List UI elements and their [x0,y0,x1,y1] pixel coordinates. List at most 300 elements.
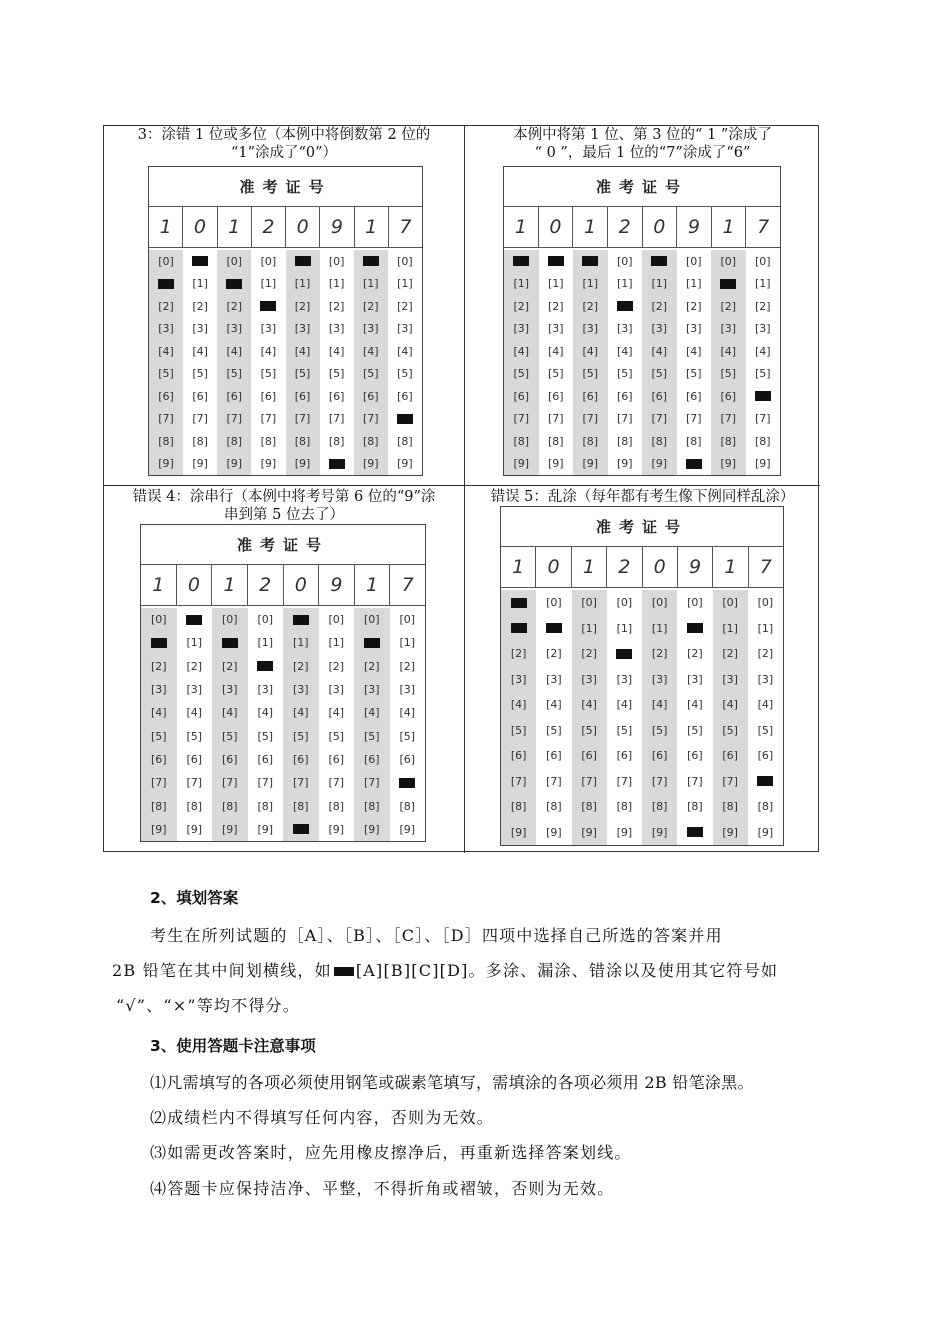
bubble-option[interactable]: [7] [722,774,738,788]
bubble-option[interactable]: [2] [192,299,208,313]
bubble-option[interactable]: [7] [328,776,345,790]
bubble-option[interactable]: [8] [722,800,738,814]
bubble-option[interactable]: [3] [150,683,167,697]
bubble-option[interactable]: [0] [257,613,274,627]
bubble-option[interactable]: [9] [221,822,238,836]
bubble-option[interactable]: [7] [616,412,633,426]
bubble-option[interactable]: [2] [294,299,311,313]
bubble-option[interactable]: [0] [150,613,167,627]
bubble-option[interactable]: [1] [757,621,774,635]
bubble-option[interactable]: [7] [186,776,203,790]
bubble-option[interactable]: [6] [363,752,380,766]
bubble-option[interactable]: [8] [757,800,774,814]
bubble-option[interactable]: [3] [757,672,774,686]
bubble-option[interactable]: [2] [513,299,530,313]
bubble-option[interactable]: [8] [651,800,668,814]
bubble-option[interactable]: [3] [616,672,633,686]
bubble-option[interactable]: [9] [399,822,416,836]
bubble-option[interactable]: [0] [397,254,413,268]
bubble-option[interactable]: [5] [754,367,771,381]
bubble-option[interactable]: [8] [363,434,379,448]
bubble-option[interactable]: [3] [192,322,208,336]
bubble-option[interactable]: [7] [546,774,562,788]
bubble-option[interactable]: [8] [399,799,416,813]
bubble-option[interactable]: [4] [582,344,599,358]
bubble-option[interactable]: [5] [685,367,702,381]
filled-bubble[interactable] [329,454,345,474]
bubble-option[interactable]: [3] [687,672,703,686]
bubble-option[interactable]: [3] [186,683,203,697]
bubble-option[interactable]: [7] [513,412,530,426]
bubble-option[interactable]: [8] [397,434,413,448]
bubble-option[interactable]: [3] [546,672,562,686]
bubble-option[interactable]: [5] [616,367,633,381]
filled-bubble[interactable] [192,251,208,271]
filled-bubble[interactable] [617,296,633,316]
bubble-option[interactable]: [6] [687,749,703,763]
bubble-option[interactable]: [7] [510,774,527,788]
bubble-option[interactable]: [5] [720,367,737,381]
bubble-option[interactable]: [2] [158,299,174,313]
bubble-option[interactable]: [5] [328,729,345,743]
bubble-option[interactable]: [2] [328,659,345,673]
bubble-option[interactable]: [7] [651,774,668,788]
bubble-option[interactable]: [4] [685,344,702,358]
bubble-option[interactable]: [4] [754,344,771,358]
bubble-option[interactable]: [5] [226,367,243,381]
bubble-option[interactable]: [9] [363,457,379,471]
bubble-option[interactable]: [0] [328,613,345,627]
bubble-option[interactable]: [9] [294,457,311,471]
bubble-option[interactable]: [3] [363,322,379,336]
bubble-option[interactable]: [0] [260,254,277,268]
filled-bubble[interactable] [293,819,309,839]
bubble-option[interactable]: [6] [150,752,167,766]
filled-bubble[interactable] [616,644,632,664]
bubble-option[interactable]: [3] [722,672,738,686]
bubble-option[interactable]: [8] [616,434,633,448]
bubble-option[interactable]: [4] [510,698,527,712]
bubble-option[interactable]: [3] [685,322,702,336]
bubble-option[interactable]: [6] [328,752,345,766]
bubble-option[interactable]: [0] [221,613,238,627]
bubble-option[interactable]: [9] [720,457,737,471]
bubble-option[interactable]: [1] [722,621,738,635]
bubble-option[interactable]: [6] [616,389,633,403]
bubble-option[interactable]: [7] [363,776,380,790]
bubble-option[interactable]: [5] [651,367,668,381]
bubble-option[interactable]: [9] [581,825,597,839]
bubble-option[interactable]: [1] [292,636,309,650]
bubble-option[interactable]: [6] [192,389,208,403]
bubble-option[interactable]: [4] [221,706,238,720]
bubble-option[interactable]: [3] [754,322,771,336]
bubble-option[interactable]: [5] [510,723,527,737]
bubble-option[interactable]: [2] [547,299,564,313]
bubble-option[interactable]: [9] [616,457,633,471]
bubble-option[interactable]: [6] [221,752,238,766]
bubble-option[interactable]: [6] [722,749,738,763]
bubble-option[interactable]: [9] [757,825,774,839]
bubble-option[interactable]: [9] [513,457,530,471]
bubble-option[interactable]: [4] [513,344,530,358]
bubble-option[interactable]: [4] [399,706,416,720]
bubble-option[interactable]: [8] [186,799,203,813]
bubble-option[interactable]: [5] [292,729,309,743]
bubble-option[interactable]: [4] [363,344,379,358]
bubble-option[interactable]: [1] [616,621,633,635]
bubble-option[interactable]: [5] [158,367,174,381]
bubble-option[interactable]: [0] [757,596,774,610]
bubble-option[interactable]: [5] [547,367,564,381]
bubble-option[interactable]: [5] [363,367,379,381]
bubble-option[interactable]: [8] [581,800,597,814]
bubble-option[interactable]: [5] [150,729,167,743]
bubble-option[interactable]: [1] [186,636,203,650]
bubble-option[interactable]: [1] [294,277,311,291]
bubble-option[interactable]: [5] [513,367,530,381]
bubble-option[interactable]: [2] [651,647,668,661]
bubble-option[interactable]: [3] [294,322,311,336]
bubble-option[interactable]: [2] [581,647,597,661]
bubble-option[interactable]: [1] [397,277,413,291]
bubble-option[interactable]: [3] [292,683,309,697]
bubble-option[interactable]: [1] [257,636,274,650]
bubble-option[interactable]: [4] [616,698,633,712]
bubble-option[interactable]: [9] [546,825,562,839]
bubble-option[interactable]: [2] [397,299,413,313]
bubble-option[interactable]: [9] [328,822,345,836]
bubble-option[interactable]: [3] [513,322,530,336]
bubble-option[interactable]: [7] [221,776,238,790]
filled-bubble[interactable] [257,656,273,676]
bubble-option[interactable]: [5] [257,729,274,743]
bubble-option[interactable]: [6] [226,389,243,403]
bubble-option[interactable]: [9] [257,822,274,836]
bubble-option[interactable]: [5] [397,367,413,381]
bubble-option[interactable]: [8] [328,434,345,448]
bubble-option[interactable]: [1] [651,277,668,291]
bubble-option[interactable]: [7] [582,412,599,426]
bubble-option[interactable]: [0] [616,596,633,610]
bubble-option[interactable]: [3] [158,322,174,336]
bubble-option[interactable]: [4] [186,706,203,720]
bubble-option[interactable]: [1] [754,277,771,291]
bubble-option[interactable]: [4] [260,344,277,358]
bubble-option[interactable]: [7] [294,412,311,426]
bubble-option[interactable]: [0] [720,254,737,268]
bubble-option[interactable]: [1] [363,277,379,291]
filled-bubble[interactable] [363,251,379,271]
bubble-option[interactable]: [6] [397,389,413,403]
bubble-option[interactable]: [4] [397,344,413,358]
bubble-option[interactable]: [8] [226,434,243,448]
bubble-option[interactable]: [6] [510,749,527,763]
bubble-option[interactable]: [8] [582,434,599,448]
bubble-option[interactable]: [0] [685,254,702,268]
filled-bubble[interactable] [151,633,167,653]
bubble-option[interactable]: [5] [722,723,738,737]
bubble-option[interactable]: [8] [150,799,167,813]
bubble-option[interactable]: [6] [328,389,345,403]
bubble-option[interactable]: [7] [687,774,703,788]
bubble-option[interactable]: [0] [158,254,174,268]
filled-bubble[interactable] [686,454,702,474]
bubble-option[interactable]: [0] [581,596,597,610]
bubble-option[interactable]: [3] [226,322,243,336]
bubble-option[interactable]: [2] [221,659,238,673]
bubble-option[interactable]: [4] [226,344,243,358]
bubble-option[interactable]: [3] [547,322,564,336]
bubble-option[interactable]: [2] [757,647,774,661]
bubble-option[interactable]: [9] [158,457,174,471]
bubble-option[interactable]: [9] [651,457,668,471]
bubble-option[interactable]: [7] [260,412,277,426]
bubble-option[interactable]: [9] [260,457,277,471]
bubble-option[interactable]: [8] [292,799,309,813]
bubble-option[interactable]: [1] [651,621,668,635]
bubble-option[interactable]: [1] [513,277,530,291]
filled-bubble[interactable] [511,618,527,638]
filled-bubble[interactable] [222,633,238,653]
bubble-option[interactable]: [2] [363,299,379,313]
bubble-option[interactable]: [7] [651,412,668,426]
filled-bubble[interactable] [513,251,529,271]
bubble-option[interactable]: [6] [260,389,277,403]
bubble-option[interactable]: [5] [192,367,208,381]
bubble-option[interactable]: [5] [616,723,633,737]
filled-bubble[interactable] [511,593,527,613]
bubble-option[interactable]: [5] [294,367,311,381]
bubble-option[interactable]: [7] [158,412,174,426]
bubble-option[interactable]: [9] [754,457,771,471]
bubble-option[interactable]: [6] [651,749,668,763]
bubble-option[interactable]: [3] [260,322,277,336]
bubble-option[interactable]: [0] [546,596,562,610]
bubble-option[interactable]: [2] [722,647,738,661]
bubble-option[interactable]: [7] [150,776,167,790]
bubble-option[interactable]: [4] [581,698,597,712]
filled-bubble[interactable] [158,274,174,294]
bubble-option[interactable]: [9] [186,822,203,836]
bubble-option[interactable]: [2] [754,299,771,313]
bubble-option[interactable]: [6] [547,389,564,403]
bubble-option[interactable]: [3] [328,322,345,336]
bubble-option[interactable]: [5] [186,729,203,743]
bubble-option[interactable]: [6] [292,752,309,766]
bubble-option[interactable]: [7] [685,412,702,426]
bubble-option[interactable]: [6] [616,749,633,763]
bubble-option[interactable]: [4] [363,706,380,720]
bubble-option[interactable]: [6] [158,389,174,403]
filled-bubble[interactable] [226,274,242,294]
filled-bubble[interactable] [399,773,415,793]
bubble-option[interactable]: [5] [687,723,703,737]
filled-bubble[interactable] [260,296,276,316]
bubble-option[interactable]: [4] [687,698,703,712]
bubble-option[interactable]: [5] [546,723,562,737]
bubble-option[interactable]: [8] [260,434,277,448]
bubble-option[interactable]: [0] [616,254,633,268]
bubble-option[interactable]: [5] [651,723,668,737]
filled-bubble[interactable] [293,610,309,630]
bubble-option[interactable]: [7] [328,412,345,426]
bubble-option[interactable]: [3] [221,683,238,697]
bubble-option[interactable]: [9] [547,457,564,471]
bubble-option[interactable]: [8] [257,799,274,813]
bubble-option[interactable]: [8] [547,434,564,448]
bubble-option[interactable]: [8] [510,800,527,814]
bubble-option[interactable]: [8] [687,800,703,814]
bubble-option[interactable]: [9] [582,457,599,471]
bubble-option[interactable]: [8] [651,434,668,448]
bubble-option[interactable]: [4] [720,344,737,358]
bubble-option[interactable]: [6] [399,752,416,766]
bubble-option[interactable]: [8] [720,434,737,448]
bubble-option[interactable]: [2] [510,647,527,661]
bubble-option[interactable]: [9] [616,825,633,839]
bubble-option[interactable]: [1] [547,277,564,291]
filled-bubble[interactable] [582,251,598,271]
bubble-option[interactable]: [6] [651,389,668,403]
bubble-option[interactable]: [7] [754,412,771,426]
bubble-option[interactable]: [4] [547,344,564,358]
bubble-option[interactable]: [6] [757,749,774,763]
bubble-option[interactable]: [1] [399,636,416,650]
bubble-option[interactable]: [8] [363,799,380,813]
bubble-option[interactable]: [4] [328,344,345,358]
bubble-option[interactable]: [5] [221,729,238,743]
bubble-option[interactable]: [6] [685,389,702,403]
bubble-option[interactable]: [3] [616,322,633,336]
filled-bubble[interactable] [755,386,771,406]
bubble-option[interactable]: [2] [399,659,416,673]
filled-bubble[interactable] [364,633,380,653]
bubble-option[interactable]: [5] [363,729,380,743]
bubble-option[interactable]: [7] [547,412,564,426]
bubble-option[interactable]: [8] [158,434,174,448]
bubble-option[interactable]: [7] [226,412,243,426]
bubble-option[interactable]: [4] [294,344,311,358]
bubble-option[interactable]: [9] [397,457,413,471]
bubble-option[interactable]: [9] [192,457,208,471]
bubble-option[interactable]: [4] [292,706,309,720]
bubble-option[interactable]: [1] [192,277,208,291]
bubble-option[interactable]: [2] [546,647,562,661]
bubble-option[interactable]: [6] [186,752,203,766]
bubble-option[interactable]: [9] [510,825,527,839]
bubble-option[interactable]: [8] [754,434,771,448]
bubble-option[interactable]: [2] [720,299,737,313]
bubble-option[interactable]: [1] [581,621,597,635]
bubble-option[interactable]: [9] [722,825,738,839]
bubble-option[interactable]: [0] [687,596,703,610]
filled-bubble[interactable] [720,274,736,294]
bubble-option[interactable]: [2] [363,659,380,673]
bubble-option[interactable]: [1] [685,277,702,291]
bubble-option[interactable]: [0] [226,254,243,268]
filled-bubble[interactable] [548,251,564,271]
bubble-option[interactable]: [0] [722,596,738,610]
bubble-option[interactable]: [8] [192,434,208,448]
bubble-option[interactable]: [1] [260,277,277,291]
bubble-option[interactable]: [3] [720,322,737,336]
bubble-option[interactable]: [6] [363,389,379,403]
bubble-option[interactable]: [7] [616,774,633,788]
bubble-option[interactable]: [0] [754,254,771,268]
bubble-option[interactable]: [8] [221,799,238,813]
bubble-option[interactable]: [6] [581,749,597,763]
bubble-option[interactable]: [2] [651,299,668,313]
bubble-option[interactable]: [4] [616,344,633,358]
bubble-option[interactable]: [0] [328,254,345,268]
bubble-option[interactable]: [5] [260,367,277,381]
bubble-option[interactable]: [2] [292,659,309,673]
bubble-option[interactable]: [8] [328,799,345,813]
bubble-option[interactable]: [0] [399,613,416,627]
bubble-option[interactable]: [9] [363,822,380,836]
filled-bubble[interactable] [687,618,703,638]
bubble-option[interactable]: [3] [651,322,668,336]
bubble-option[interactable]: [2] [328,299,345,313]
bubble-option[interactable]: [6] [546,749,562,763]
bubble-option[interactable]: [6] [513,389,530,403]
bubble-option[interactable]: [2] [226,299,243,313]
bubble-option[interactable]: [4] [192,344,208,358]
bubble-option[interactable]: [3] [581,672,597,686]
bubble-option[interactable]: [3] [510,672,527,686]
bubble-option[interactable]: [2] [186,659,203,673]
bubble-option[interactable]: [7] [257,776,274,790]
bubble-option[interactable]: [9] [150,822,167,836]
bubble-option[interactable]: [6] [257,752,274,766]
bubble-option[interactable]: [4] [651,344,668,358]
bubble-option[interactable]: [3] [651,672,668,686]
bubble-option[interactable]: [7] [363,412,379,426]
bubble-option[interactable]: [7] [581,774,597,788]
bubble-option[interactable]: [5] [328,367,345,381]
filled-bubble[interactable] [687,822,703,842]
filled-bubble[interactable] [397,409,413,429]
bubble-option[interactable]: [8] [616,800,633,814]
bubble-option[interactable]: [4] [328,706,345,720]
filled-bubble[interactable] [186,610,202,630]
bubble-option[interactable]: [7] [720,412,737,426]
bubble-option[interactable]: [8] [513,434,530,448]
bubble-option[interactable]: [8] [294,434,311,448]
bubble-option[interactable]: [3] [363,683,380,697]
bubble-option[interactable]: [0] [363,613,380,627]
bubble-option[interactable]: [4] [722,698,738,712]
bubble-option[interactable]: [5] [581,723,597,737]
bubble-option[interactable]: [4] [546,698,562,712]
bubble-option[interactable]: [4] [651,698,668,712]
bubble-option[interactable]: [6] [720,389,737,403]
bubble-option[interactable]: [9] [651,825,668,839]
bubble-option[interactable]: [0] [651,596,668,610]
bubble-option[interactable]: [1] [328,277,345,291]
bubble-option[interactable]: [4] [757,698,774,712]
bubble-option[interactable]: [2] [150,659,167,673]
filled-bubble[interactable] [757,771,773,791]
bubble-option[interactable]: [2] [582,299,599,313]
bubble-option[interactable]: [1] [328,636,345,650]
filled-bubble[interactable] [651,251,667,271]
bubble-option[interactable]: [8] [546,800,562,814]
filled-bubble[interactable] [546,618,562,638]
bubble-option[interactable]: [2] [687,647,703,661]
bubble-option[interactable]: [3] [257,683,274,697]
